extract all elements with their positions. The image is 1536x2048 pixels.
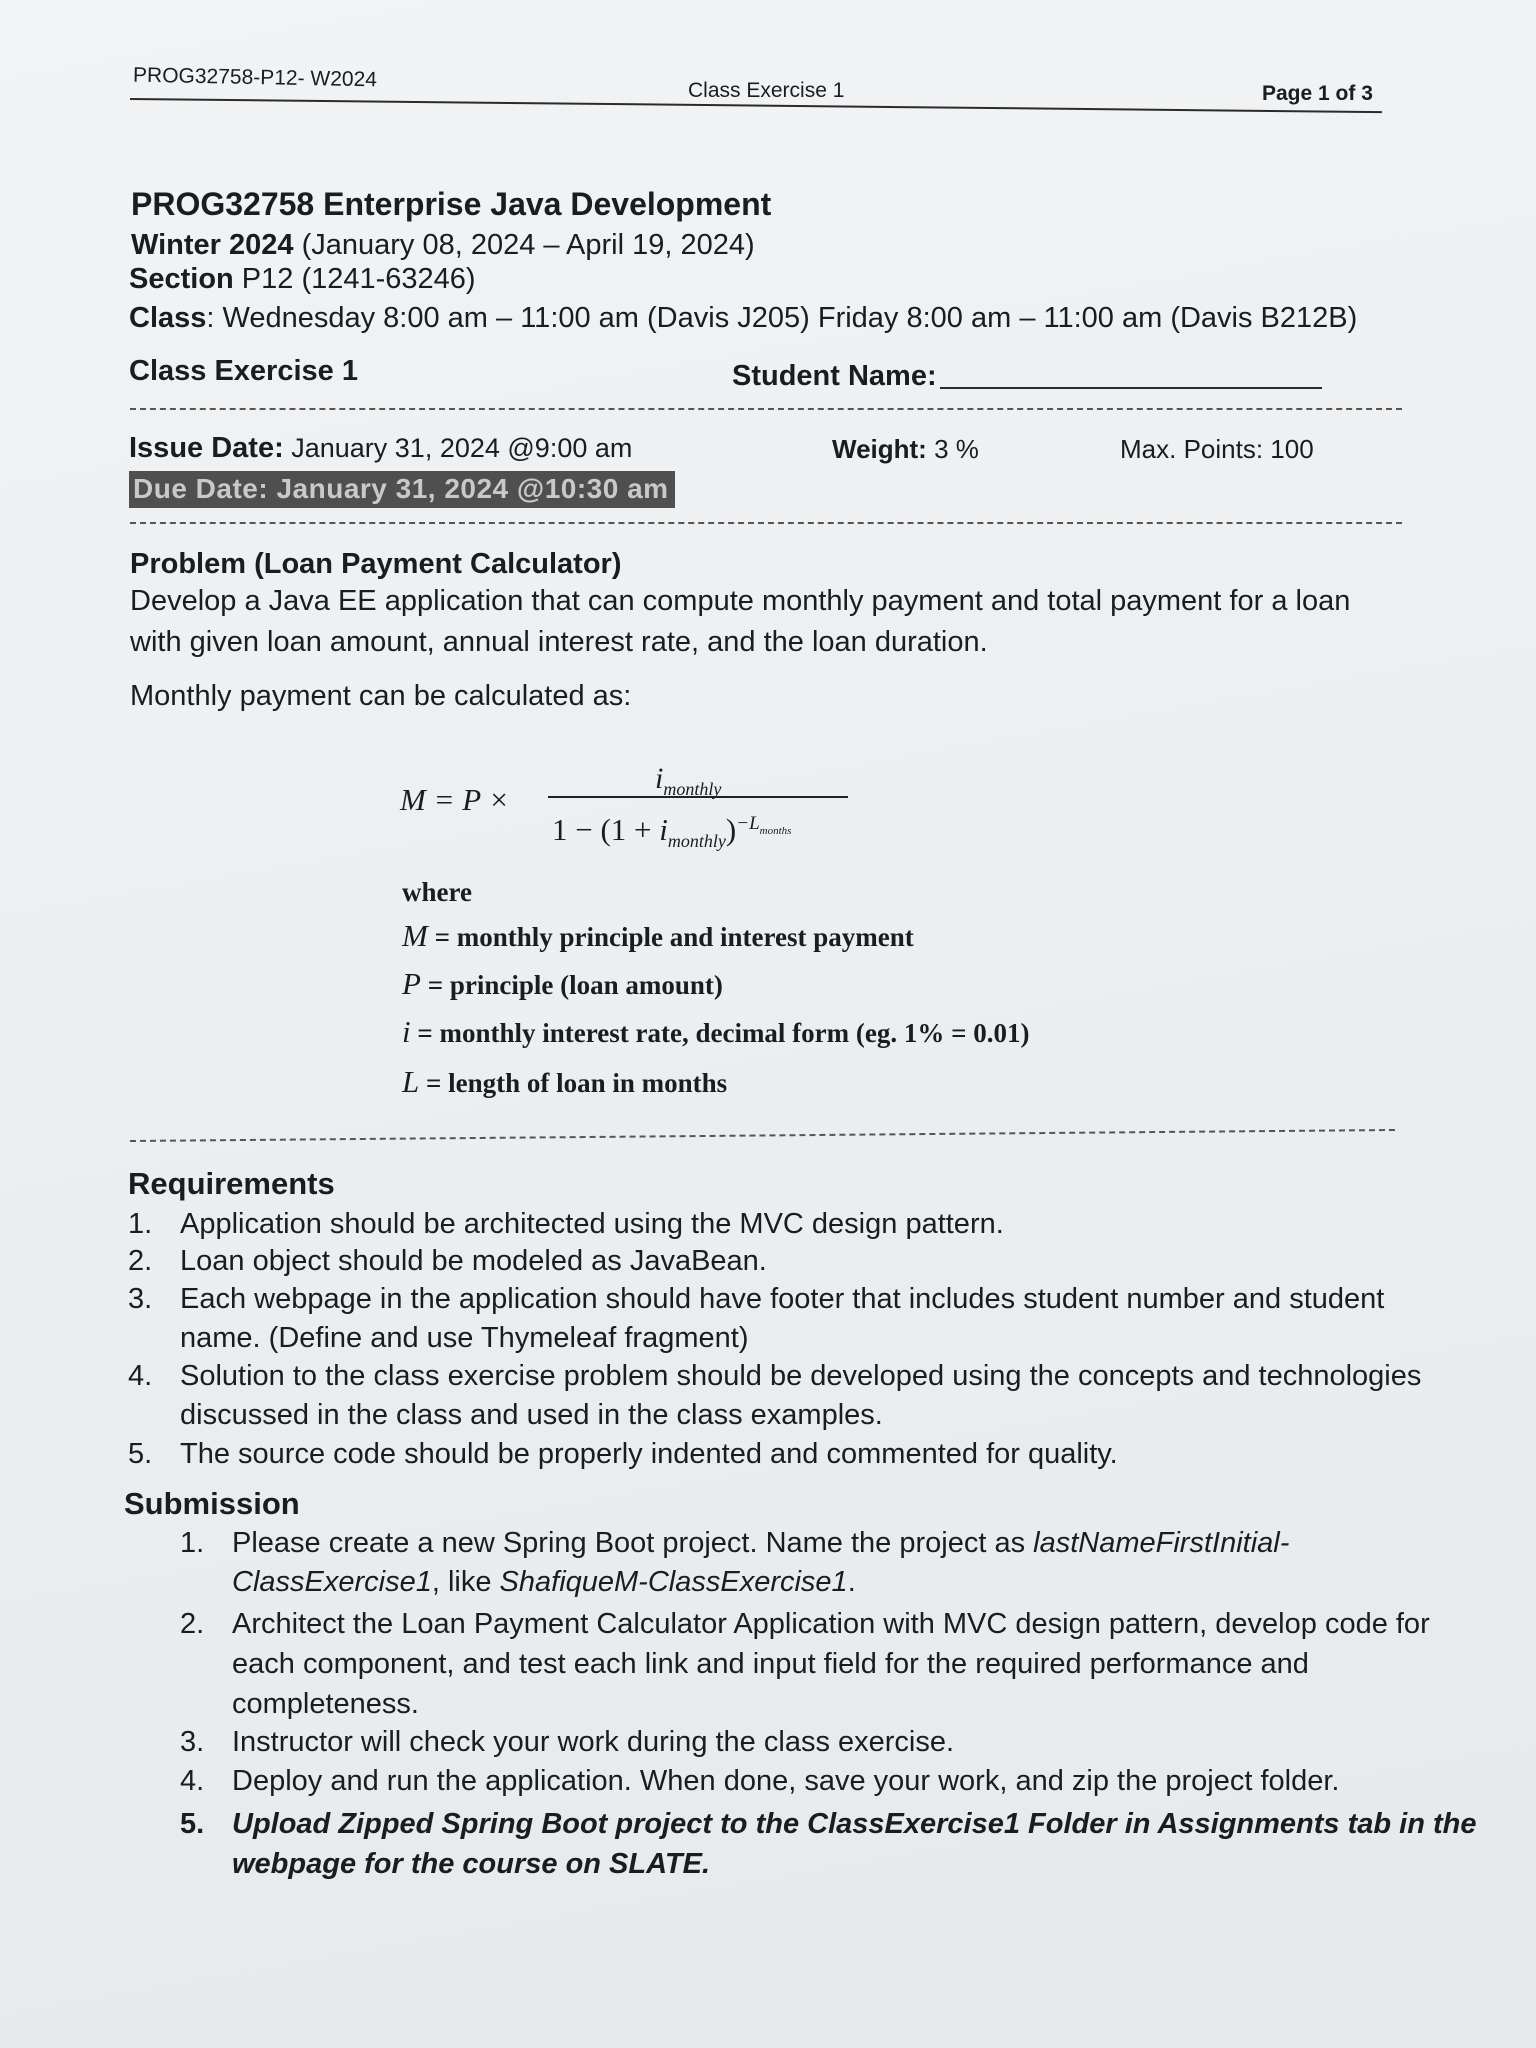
where-label: where [402, 877, 472, 907]
weight-line [832, 434, 979, 465]
symbol-P: P [402, 966, 421, 1001]
submission-1-example: ShafiqueM-ClassExercise1 [499, 1566, 848, 1598]
formula-lhs: M = P × [400, 782, 510, 817]
submission-3 [180, 1726, 954, 1759]
submission-4-number: 4. [180, 1765, 205, 1797]
issue-label: Issue Date: [129, 432, 284, 464]
weight-value: 3 % [926, 434, 979, 464]
requirement-1-number: 1. [128, 1208, 153, 1240]
definition-M [402, 918, 914, 954]
definition-L-text: = length of loan in months [419, 1068, 728, 1098]
submission-4 [180, 1765, 1340, 1798]
formula-numerator [655, 762, 721, 800]
requirement-3-line2: name. (Define and use Thymeleaf fragment) [180, 1322, 749, 1354]
requirement-2-text: Loan object should be modeled as JavaBean. [180, 1245, 767, 1277]
submission-heading: Submission [124, 1486, 300, 1521]
submission-1-like: , like [431, 1566, 500, 1598]
header-exercise-title: Class Exercise 1 [688, 79, 845, 102]
issue-value: January 31, 2024 @9:00 am [283, 433, 633, 463]
section-line [129, 263, 476, 296]
requirement-4-text: Solution to the class exercise problem should be developed using the concepts and technologies [180, 1360, 1422, 1392]
requirement-3-text: Each webpage in the application should have footer that includes student number and student [180, 1283, 1385, 1315]
numerator-sub: monthly [663, 779, 722, 799]
requirement-4-line2: discussed in the class and used in the class examples. [180, 1399, 883, 1431]
exponent-L: −L [736, 812, 760, 834]
requirement-2 [128, 1245, 767, 1278]
submission-2 [180, 1608, 1430, 1641]
definition-L [402, 1064, 727, 1100]
submission-5-text: Upload Zipped Spring Boot project to the ClassExercise1 Folder in Assignments tab in the [232, 1808, 1477, 1840]
submission-1-project-suffix: ClassExercise1 [232, 1566, 432, 1598]
problem-heading: Problem (Loan Payment Calculator) [130, 548, 622, 580]
submission-1-project-name: lastNameFirstInitial- [1033, 1527, 1290, 1559]
term-label: Winter 2024 [131, 229, 294, 261]
numerator-i: i [655, 762, 664, 795]
due-date-highlight: Due Date: January 31, 2024 @10:30 am [129, 471, 675, 508]
symbol-M: M [402, 918, 428, 953]
submission-2-number: 2. [180, 1608, 205, 1640]
definition-i [402, 1014, 1030, 1050]
weight-label: Weight: [832, 434, 927, 464]
submission-1 [180, 1527, 1289, 1560]
denominator-close: ) [725, 812, 737, 847]
definition-P-text: = principle (loan amount) [420, 970, 723, 1000]
class-schedule: : Wednesday 8:00 am – 11:00 am (Davis J205) Friday 8:00 am – 11:00 am (Davis B212B) [206, 302, 1358, 334]
submission-3-text: Instructor will check your work during the class exercise. [232, 1726, 955, 1758]
definition-i-text: = monthly interest rate, decimal form (eg. 1% = 0.01) [410, 1018, 1030, 1048]
submission-2-line2: each component, and test each link and input field for the required performance and [232, 1648, 1309, 1680]
class-schedule-line [129, 302, 1357, 335]
section-value: P12 (1241-63246) [233, 263, 476, 295]
requirement-5-text: The source code should be properly indented and commented for quality. [180, 1438, 1118, 1470]
submission-1-period: . [847, 1566, 856, 1598]
fraction-bar [548, 796, 848, 798]
submission-5-line2: webpage for the course on SLATE. [232, 1848, 711, 1880]
symbol-L: L [402, 1064, 420, 1099]
issue-date-line [129, 432, 632, 465]
student-name-label: Student Name: [732, 360, 937, 392]
max-points: Max. Points: 100 [1120, 434, 1314, 464]
submission-2-line3: completeness. [232, 1688, 419, 1720]
exponent [736, 812, 792, 837]
problem-description-line2: with given loan amount, annual interest rate, and the loan duration. [130, 626, 988, 658]
denominator-sub: monthly [667, 831, 726, 852]
page-number: Page 1 of 3 [1262, 82, 1373, 105]
term-line [131, 229, 755, 262]
requirement-5 [128, 1438, 1118, 1471]
requirement-2-number: 2. [128, 1245, 153, 1277]
requirements-heading: Requirements [128, 1166, 335, 1201]
exercise-name: Class Exercise 1 [129, 355, 358, 387]
problem-description-line1: Develop a Java EE application that can compute monthly payment and total payment for a loan [130, 585, 1351, 617]
denominator-i: i [659, 812, 668, 847]
course-section-code: PROG32758-P12- W2024 [132, 63, 378, 92]
submission-5 [180, 1808, 1477, 1841]
submission-4-text: Deploy and run the application. When done, save your work, and zip the project folder. [232, 1765, 1340, 1797]
submission-1-number: 1. [180, 1527, 205, 1559]
denominator-prefix: 1 − (1 + [552, 812, 660, 847]
divider-top [130, 408, 1402, 410]
section-label: Section [129, 263, 234, 295]
submission-1-line2 [232, 1566, 856, 1599]
divider-bottom [130, 1129, 1395, 1142]
requirement-4 [128, 1360, 1421, 1393]
requirement-3 [128, 1283, 1384, 1316]
divider-mid [130, 522, 1402, 524]
requirement-3-number: 3. [128, 1283, 153, 1315]
requirement-1 [128, 1208, 1004, 1241]
formula-denominator [552, 812, 791, 852]
submission-5-number: 5. [180, 1808, 205, 1840]
student-name-blank[interactable] [940, 387, 1322, 389]
monthly-intro: Monthly payment can be calculated as: [130, 680, 632, 712]
requirement-1-text: Application should be architected using the MVC design pattern. [180, 1208, 1004, 1240]
term-dates: (January 08, 2024 – April 19, 2024) [293, 229, 755, 261]
submission-2-text: Architect the Loan Payment Calculator Application with MVC design pattern, develop code for [232, 1608, 1430, 1640]
symbol-i: i [402, 1014, 411, 1049]
requirement-5-number: 5. [128, 1438, 153, 1470]
requirement-4-number: 4. [128, 1360, 153, 1392]
course-title: PROG32758 Enterprise Java Development [131, 186, 772, 222]
definition-M-text: = monthly principle and interest payment [427, 922, 914, 952]
class-label: Class [129, 302, 207, 334]
submission-3-number: 3. [180, 1726, 205, 1758]
definition-P [402, 966, 723, 1002]
submission-1-text: Please create a new Spring Boot project. Name the project as [232, 1527, 1034, 1559]
exponent-sub: months [759, 824, 792, 837]
